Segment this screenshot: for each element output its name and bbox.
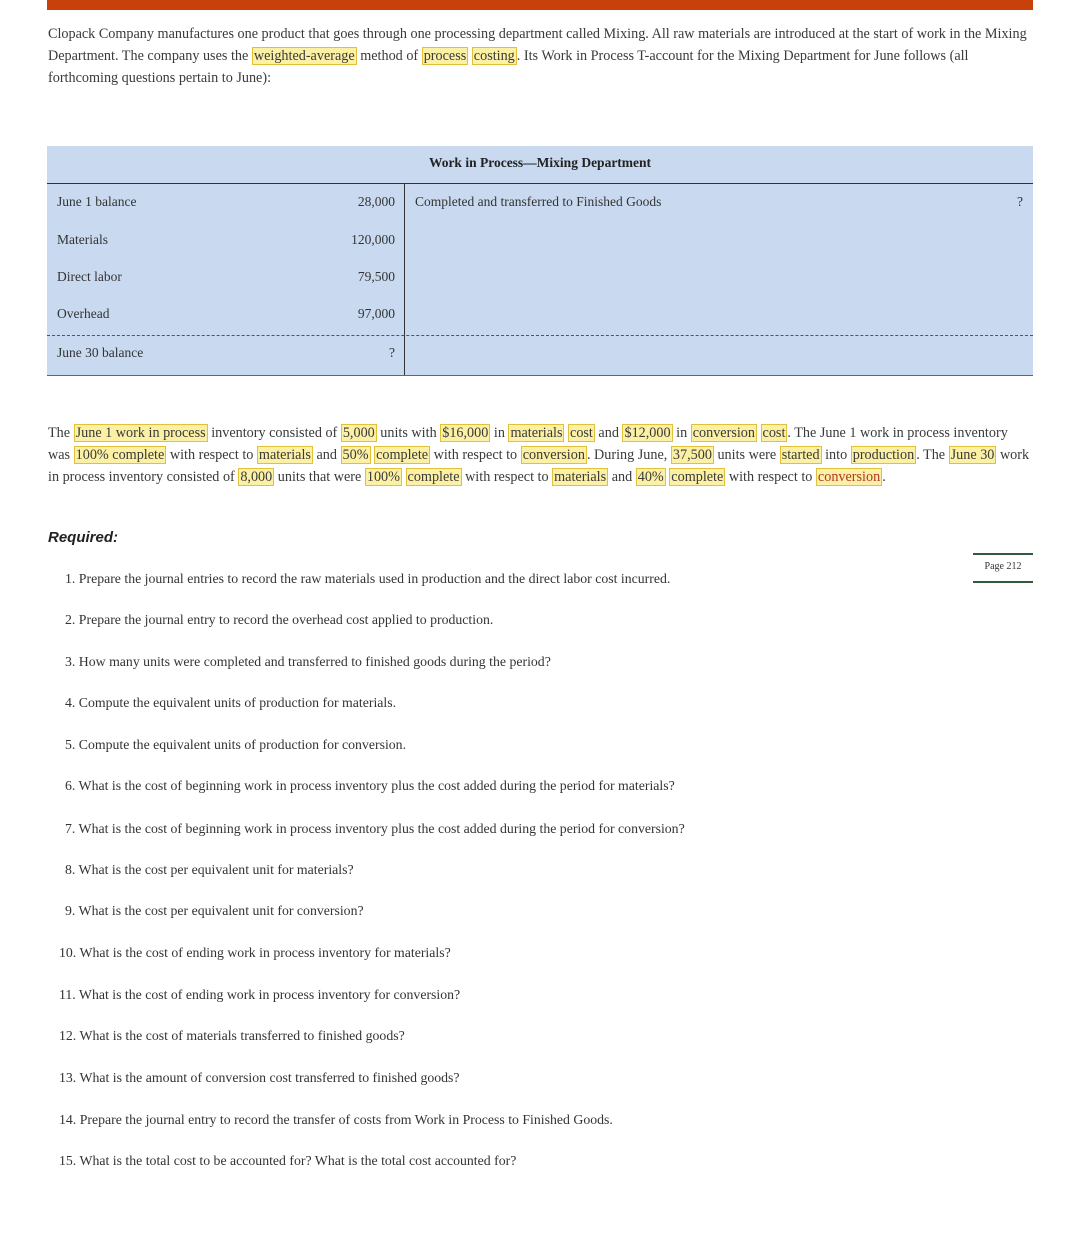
intro-text: Clopack Company manufactures one product that goes through one processing department called Mixing. All raw materials are introduced at the start of work in the Mixing Department. The company uses the bbox=[48, 26, 1027, 64]
highlight-term[interactable]: June 1 work in process bbox=[75, 425, 206, 441]
text: with respect to bbox=[430, 447, 521, 463]
highlight-term[interactable]: conversion bbox=[817, 469, 881, 485]
highlight-term[interactable]: materials bbox=[510, 425, 563, 441]
question-item: 15. What is the total cost to be accounted for? What is the total cost accounted for? bbox=[59, 1153, 517, 1168]
highlight-term[interactable]: materials bbox=[258, 447, 311, 463]
highlight-term[interactable]: conversion bbox=[522, 447, 585, 463]
top-accent-bar bbox=[47, 0, 1033, 10]
text: . The bbox=[916, 447, 949, 463]
text: with respect to bbox=[461, 469, 553, 485]
question-item: 11. What is the cost of ending work in process inventory for conversion? bbox=[59, 987, 461, 1002]
question-item: 3. How many units were completed and transferred to finished goods during the period? bbox=[65, 654, 551, 669]
text: units that were bbox=[274, 469, 365, 485]
highlight-term[interactable]: cost bbox=[762, 425, 786, 441]
intro-text: . Its Work in Process T-account for the Mixing Department for June follows (all forthcoming questions pertain to June): bbox=[48, 48, 969, 86]
ending-balance-amount: ? bbox=[389, 345, 395, 360]
text: with respect to bbox=[166, 447, 257, 463]
question-item: 13. What is the amount of conversion cost transferred to finished goods? bbox=[59, 1070, 460, 1085]
t-account-center-line bbox=[404, 183, 405, 375]
credit-label: Completed and transferred to Finished Goods bbox=[415, 194, 662, 209]
highlight-term[interactable]: $12,000 bbox=[624, 425, 671, 441]
t-account-table bbox=[47, 146, 1033, 376]
intro-text: method of bbox=[356, 48, 422, 64]
highlight-term[interactable]: 37,500 bbox=[672, 447, 712, 463]
text: in bbox=[672, 425, 691, 441]
details-paragraph bbox=[48, 422, 1033, 488]
debit-amount: 28,000 bbox=[357, 194, 395, 209]
highlight-term[interactable]: process bbox=[423, 48, 467, 64]
debit-amount: 79,500 bbox=[357, 269, 395, 284]
text bbox=[757, 425, 761, 441]
highlight-term[interactable]: complete bbox=[407, 469, 460, 485]
text: and bbox=[594, 425, 623, 441]
highlight-term[interactable]: 50% bbox=[342, 447, 369, 463]
highlight-term[interactable]: conversion bbox=[692, 425, 755, 441]
question-item: 8. What is the cost per equivalent unit for materials? bbox=[65, 862, 354, 877]
question-item: 2. Prepare the journal entry to record the overhead cost applied to production. bbox=[65, 612, 494, 627]
t-account-dashed-rule bbox=[47, 335, 1033, 336]
highlight-term[interactable]: weighted-average bbox=[253, 48, 355, 64]
required-heading: Required: bbox=[48, 529, 119, 546]
question-item: 9. What is the cost per equivalent unit for conversion? bbox=[65, 903, 364, 918]
highlight-term[interactable]: 100% complete bbox=[75, 447, 165, 463]
text: . The June 1 work in process inventory was bbox=[48, 425, 1008, 463]
debit-label: June 1 balance bbox=[57, 194, 137, 209]
debit-amount: 97,000 bbox=[357, 306, 395, 321]
question-item: 7. What is the cost of beginning work in process inventory plus the cost added during the period for conversion? bbox=[65, 821, 685, 836]
text: . bbox=[882, 469, 886, 485]
highlight-term[interactable]: June 30 bbox=[950, 447, 995, 463]
page-number-badge: Page 212 bbox=[973, 553, 1033, 583]
question-item: 12. What is the cost of materials transferred to finished goods? bbox=[59, 1028, 405, 1043]
t-account-divider bbox=[47, 183, 1033, 184]
text: work in process inventory consisted of bbox=[48, 447, 1030, 485]
highlight-term[interactable]: production bbox=[852, 447, 915, 463]
highlight-term[interactable]: complete bbox=[671, 469, 724, 485]
question-item: 6. What is the cost of beginning work in process inventory plus the cost added during the period for materials? bbox=[65, 778, 675, 793]
highlight-term[interactable]: 40% bbox=[637, 469, 664, 485]
text: The bbox=[48, 425, 74, 441]
text: with respect to bbox=[725, 469, 816, 485]
highlight-term[interactable]: 8,000 bbox=[240, 469, 273, 485]
question-item: 4. Compute the equivalent units of production for materials. bbox=[65, 695, 397, 710]
text: inventory consisted of bbox=[207, 425, 341, 441]
text: in bbox=[490, 425, 509, 441]
debit-amount: 120,000 bbox=[351, 232, 395, 247]
text: units were bbox=[713, 447, 780, 463]
highlight-term[interactable]: complete bbox=[376, 447, 429, 463]
question-item: 1. Prepare the journal entries to record the raw materials used in production and the direct labor cost incurred. bbox=[65, 571, 671, 586]
debit-label: Direct labor bbox=[57, 269, 122, 284]
text bbox=[402, 469, 406, 485]
credit-amount: ? bbox=[1017, 194, 1023, 209]
text: and bbox=[608, 469, 636, 485]
highlight-term[interactable]: costing bbox=[473, 48, 515, 64]
debit-label: Materials bbox=[57, 232, 108, 247]
question-item: 5. Compute the equivalent units of production for conversion. bbox=[65, 737, 407, 752]
highlight-term[interactable]: materials bbox=[554, 469, 607, 485]
t-account-title: Work in Process—Mixing Department bbox=[428, 155, 652, 170]
question-item: 14. Prepare the journal entry to record the transfer of costs from Work in Process to Finished Goods. bbox=[59, 1112, 613, 1127]
ending-balance-label: June 30 balance bbox=[57, 345, 144, 360]
highlight-term[interactable]: cost bbox=[570, 425, 593, 441]
highlight-term[interactable]: 100% bbox=[366, 469, 400, 485]
text: into bbox=[821, 447, 851, 463]
highlight-term[interactable]: 5,000 bbox=[342, 425, 375, 441]
debit-label: Overhead bbox=[57, 306, 110, 321]
intro-paragraph bbox=[48, 23, 1038, 89]
text: and bbox=[312, 447, 341, 463]
question-item: 10. What is the cost of ending work in process inventory for materials? bbox=[59, 945, 451, 960]
highlight-term[interactable]: started bbox=[781, 447, 820, 463]
highlight-term[interactable]: $16,000 bbox=[442, 425, 489, 441]
text: units with bbox=[376, 425, 441, 441]
text: . During June, bbox=[586, 447, 671, 463]
